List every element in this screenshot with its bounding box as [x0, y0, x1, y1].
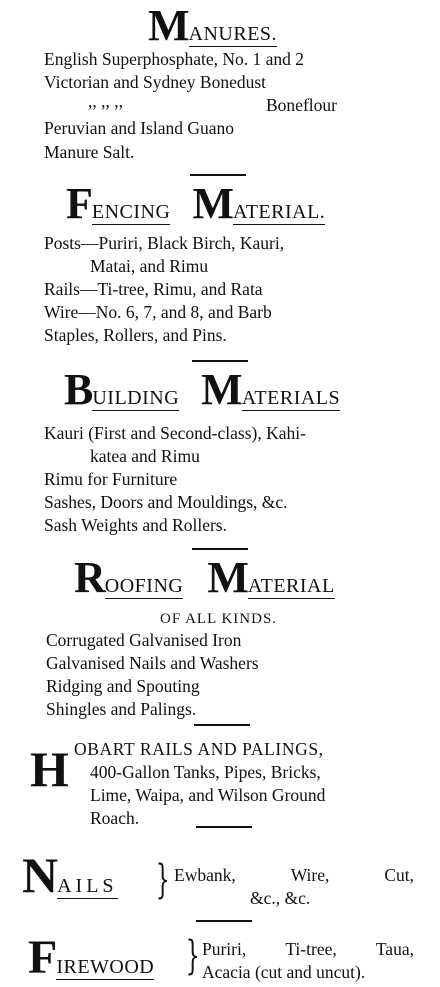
divider	[194, 724, 250, 726]
divider	[196, 826, 252, 828]
nails-word: AILS	[57, 875, 118, 897]
fencing-word: ENCING	[91, 201, 171, 223]
nails-line-1	[174, 864, 414, 886]
fencing-initial: F	[66, 179, 92, 228]
nails-section	[0, 834, 440, 914]
building-section	[0, 364, 440, 544]
roofing-line: Galvanised Nails and Washers	[46, 653, 259, 673]
manures-heading	[148, 0, 277, 51]
firewood-section	[0, 924, 440, 987]
nails-initial: N	[22, 847, 58, 903]
firewood-item: Taua,	[375, 939, 414, 959]
roofing-initial: R	[74, 553, 105, 602]
fencing-line: Posts—Puriri, Black Birch, Kauri,	[44, 233, 285, 253]
nails-heading	[22, 846, 118, 904]
building-line: Kauri (First and Second-class), Kahi-	[44, 423, 306, 443]
firewood-item: Ti-tree,	[285, 939, 337, 959]
manures-line: Peruvian and Island Guano	[44, 118, 235, 138]
hobart-line: 400-Gallon Tanks, Pipes, Bricks,	[90, 762, 321, 782]
firewood-word: IREWOOD	[56, 956, 155, 978]
hobart-section	[0, 736, 440, 828]
roofing-line: Shingles and Palings.	[46, 699, 197, 719]
hobart-initial: H	[30, 741, 68, 797]
divider	[196, 920, 252, 922]
hobart-line: Lime, Waipa, and Wilson Ground	[90, 785, 326, 805]
roofing-word-2: ATERIAL	[247, 575, 335, 597]
manures-line: Manure Salt.	[44, 142, 135, 162]
building-initial-2: M	[201, 365, 242, 414]
building-word: UILDING	[92, 387, 180, 409]
fencing-line: Wire—No. 6, 7, and 8, and Barb	[44, 302, 272, 322]
building-line: Sash Weights and Rollers.	[44, 515, 227, 535]
roofing-word: OOFING	[104, 575, 184, 597]
building-initial: B	[64, 365, 93, 414]
manures-section	[0, 0, 440, 170]
divider	[190, 174, 246, 176]
roofing-line: Corrugated Galvanised Iron	[46, 630, 242, 650]
firewood-line-1	[202, 938, 414, 960]
hobart-title-line: OBART RAILS AND PALINGS,	[74, 739, 324, 759]
divider	[192, 360, 248, 362]
fencing-word-2: ATERIAL.	[232, 201, 326, 223]
fencing-heading	[66, 178, 325, 229]
fencing-section	[0, 178, 440, 358]
nails-item: Wire,	[290, 865, 330, 885]
manures-line: English Superphosphate, No. 1 and 2	[44, 49, 305, 69]
manures-ditto: ,, ,, ,,	[88, 91, 123, 111]
building-line: Rimu for Furniture	[44, 469, 178, 489]
nails-item: Cut,	[384, 865, 414, 885]
nails-line-2: &c., &c.	[250, 888, 311, 908]
hobart-line: Roach.	[90, 808, 140, 828]
building-word-2: ATERIALS	[241, 387, 341, 409]
firewood-heading	[28, 930, 154, 985]
firewood-initial: F	[28, 931, 57, 984]
manures-line: Victorian and Sydney Bonedust	[44, 72, 267, 92]
roofing-heading	[74, 552, 335, 603]
firewood-item: Puriri,	[202, 939, 247, 959]
firewood-line-2: Acacia (cut and uncut).	[202, 962, 366, 982]
roofing-subtitle: OF ALL KINDS.	[160, 611, 278, 627]
nails-brace: }	[155, 857, 170, 903]
divider	[192, 548, 248, 550]
building-line: katea and Rimu	[90, 446, 200, 466]
firewood-brace: }	[185, 933, 200, 979]
fencing-line: Matai, and Rimu	[90, 256, 209, 276]
manures-initial: M	[148, 1, 189, 50]
fencing-line: Staples, Rollers, and Pins.	[44, 325, 227, 345]
manures-title: ANURES.	[188, 23, 278, 45]
roofing-section	[0, 552, 440, 732]
roofing-line: Ridging and Spouting	[46, 676, 200, 696]
nails-item: Ewbank,	[174, 865, 236, 885]
fencing-line: Rails—Ti-tree, Rimu, and Rata	[44, 279, 263, 299]
manures-line: Boneflour	[266, 95, 337, 115]
building-heading	[64, 364, 340, 415]
fencing-initial-2: M	[192, 179, 233, 228]
building-line: Sashes, Doors and Mouldings, &c.	[44, 492, 288, 512]
roofing-initial-2: M	[207, 553, 248, 602]
